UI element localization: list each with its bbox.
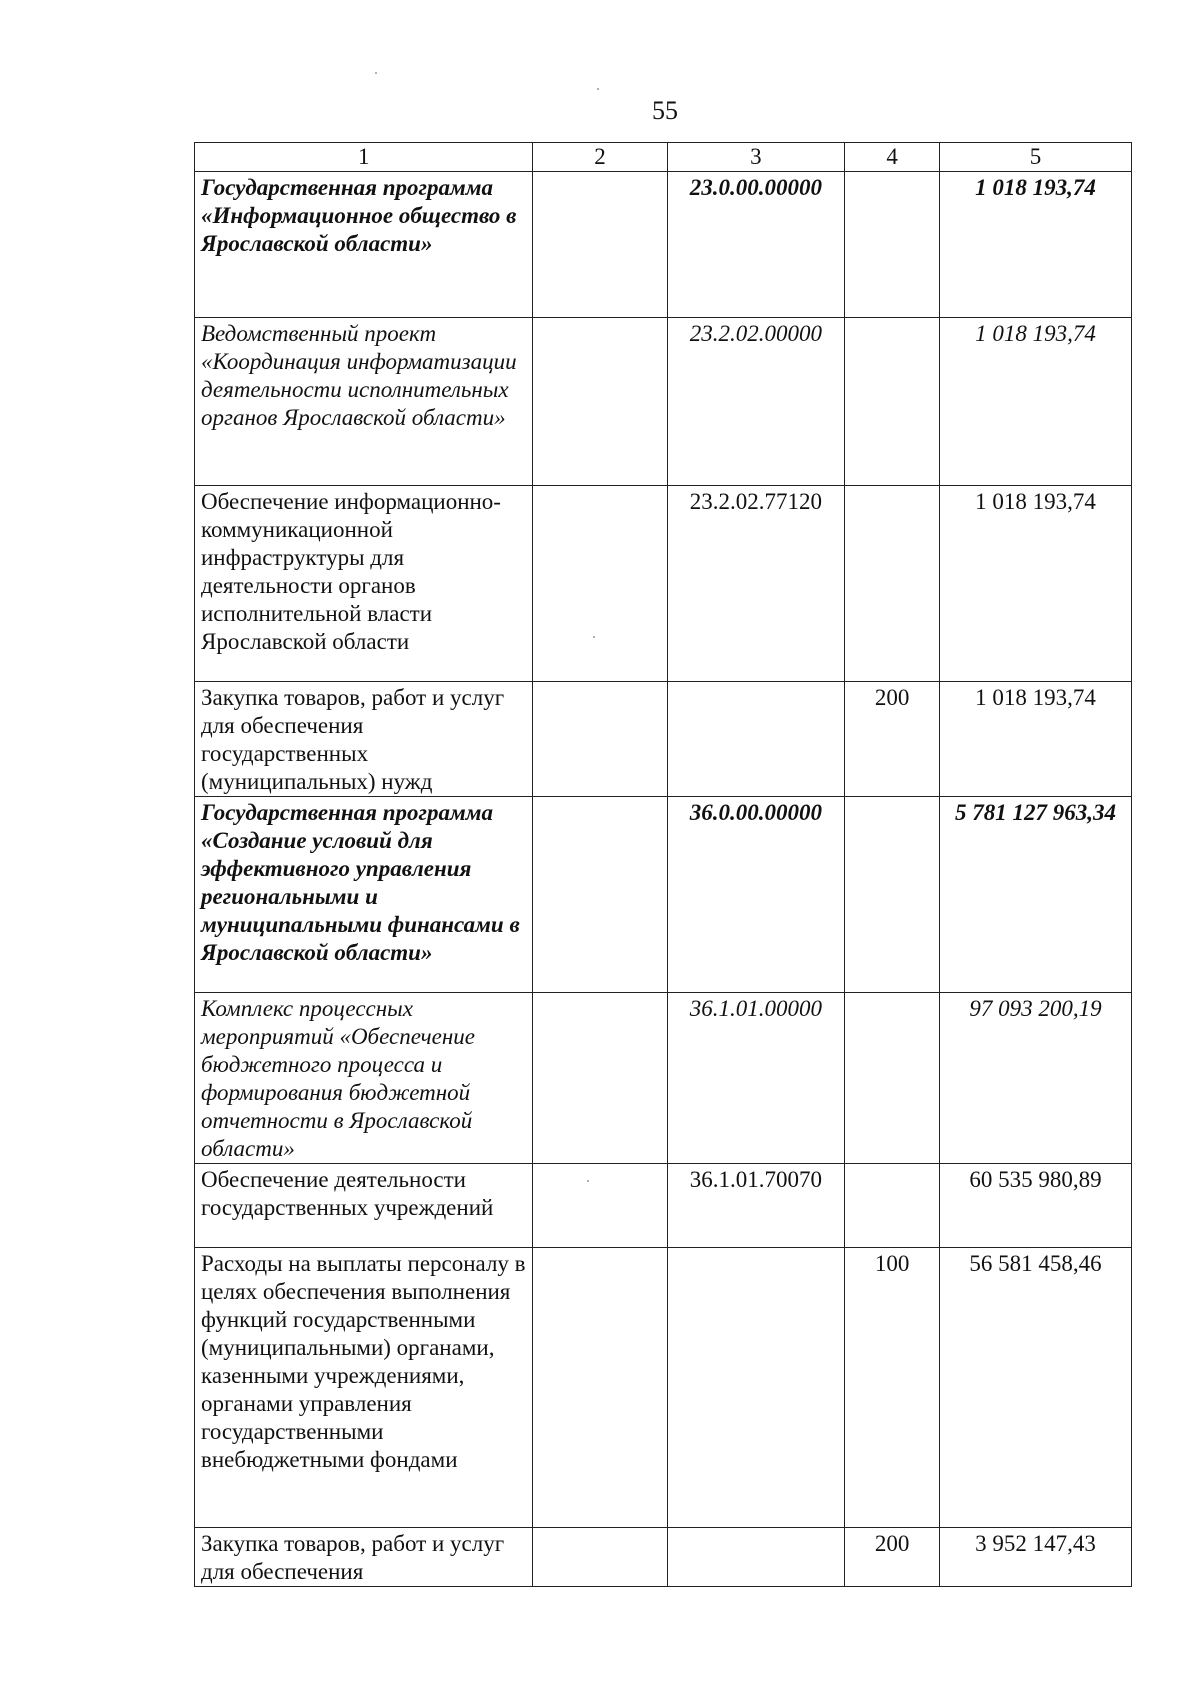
row-code [667,1248,844,1528]
row-col2 [533,1248,667,1528]
row-sum: 1 018 193,74 [940,486,1132,682]
row-sum: 1 018 193,74 [940,318,1132,486]
row-sum: 1 018 193,74 [940,172,1132,318]
row-col2 [533,797,667,993]
page-number: 55 [652,96,678,125]
row-name: Государственная программа «Информационное общество в Ярославской области» [195,172,533,318]
table-body [195,172,1132,1587]
table-row [195,1164,1132,1248]
row-name: Расходы на выплаты персоналу в целях обеспечения выполнения функций государственными (муниципальными) органами, казенными учреждениями, органами управления государственными внебюджетными фондами [195,1248,533,1528]
table-header-row [195,143,1132,172]
row-col2 [533,1528,667,1587]
row-type [845,797,940,993]
header-col-4: 4 [845,143,940,172]
row-col2 [533,993,667,1164]
row-col2 [533,1164,667,1248]
table-row [195,993,1132,1164]
table-row [195,1528,1132,1587]
table-row [195,172,1132,318]
row-type: 100 [845,1248,940,1528]
scan-speck [597,88,599,90]
row-col2 [533,486,667,682]
table-row [195,797,1132,993]
row-sum: 5 781 127 963,34 [940,797,1132,993]
scan-speck [587,1180,589,1182]
row-name: Государственная программа «Создание условий для эффективного управления региональными и муниципальными финансами в Ярославской области» [195,797,533,993]
row-type [845,172,940,318]
row-name: Закупка товаров, работ и услуг для обеспечения государственных (муниципальных) нужд [195,682,533,797]
row-col2 [533,682,667,797]
table-row [195,682,1132,797]
row-sum: 3 952 147,43 [940,1528,1132,1587]
scan-speck [593,636,595,638]
row-code: 36.1.01.70070 [667,1164,844,1248]
row-sum: 97 093 200,19 [940,993,1132,1164]
table-row [195,486,1132,682]
row-col2 [533,172,667,318]
row-type [845,993,940,1164]
header-col-1: 1 [195,143,533,172]
row-name: Закупка товаров, работ и услуг для обеспечения [195,1528,533,1587]
header-col-5: 5 [940,143,1132,172]
row-name: Комплекс процессных мероприятий «Обеспечение бюджетного процесса и формирования бюджетной отчетности в Ярославской области» [195,993,533,1164]
header-col-2: 2 [533,143,667,172]
table-row [195,318,1132,486]
row-sum: 56 581 458,46 [940,1248,1132,1528]
row-code: 23.2.02.00000 [667,318,844,486]
row-type: 200 [845,682,940,797]
scan-speck [375,72,377,74]
row-type [845,1164,940,1248]
row-type: 200 [845,1528,940,1587]
row-type [845,486,940,682]
row-code [667,1528,844,1587]
row-sum: 1 018 193,74 [940,682,1132,797]
row-code: 23.2.02.77120 [667,486,844,682]
row-name: Обеспечение информационно-коммуникационной инфраструктуры для деятельности органов исполнительной власти Ярославской области [195,486,533,682]
row-col2 [533,318,667,486]
budget-table [194,142,1132,1587]
table-row [195,1248,1132,1528]
row-code: 36.0.00.00000 [667,797,844,993]
row-type [845,318,940,486]
row-name: Обеспечение деятельности государственных учреждений [195,1164,533,1248]
row-code: 36.1.01.00000 [667,993,844,1164]
row-code: 23.0.00.00000 [667,172,844,318]
row-code [667,682,844,797]
row-sum: 60 535 980,89 [940,1164,1132,1248]
row-name: Ведомственный проект «Координация информатизации деятельности исполнительных органов Ярославской области» [195,318,533,486]
header-col-3: 3 [667,143,844,172]
